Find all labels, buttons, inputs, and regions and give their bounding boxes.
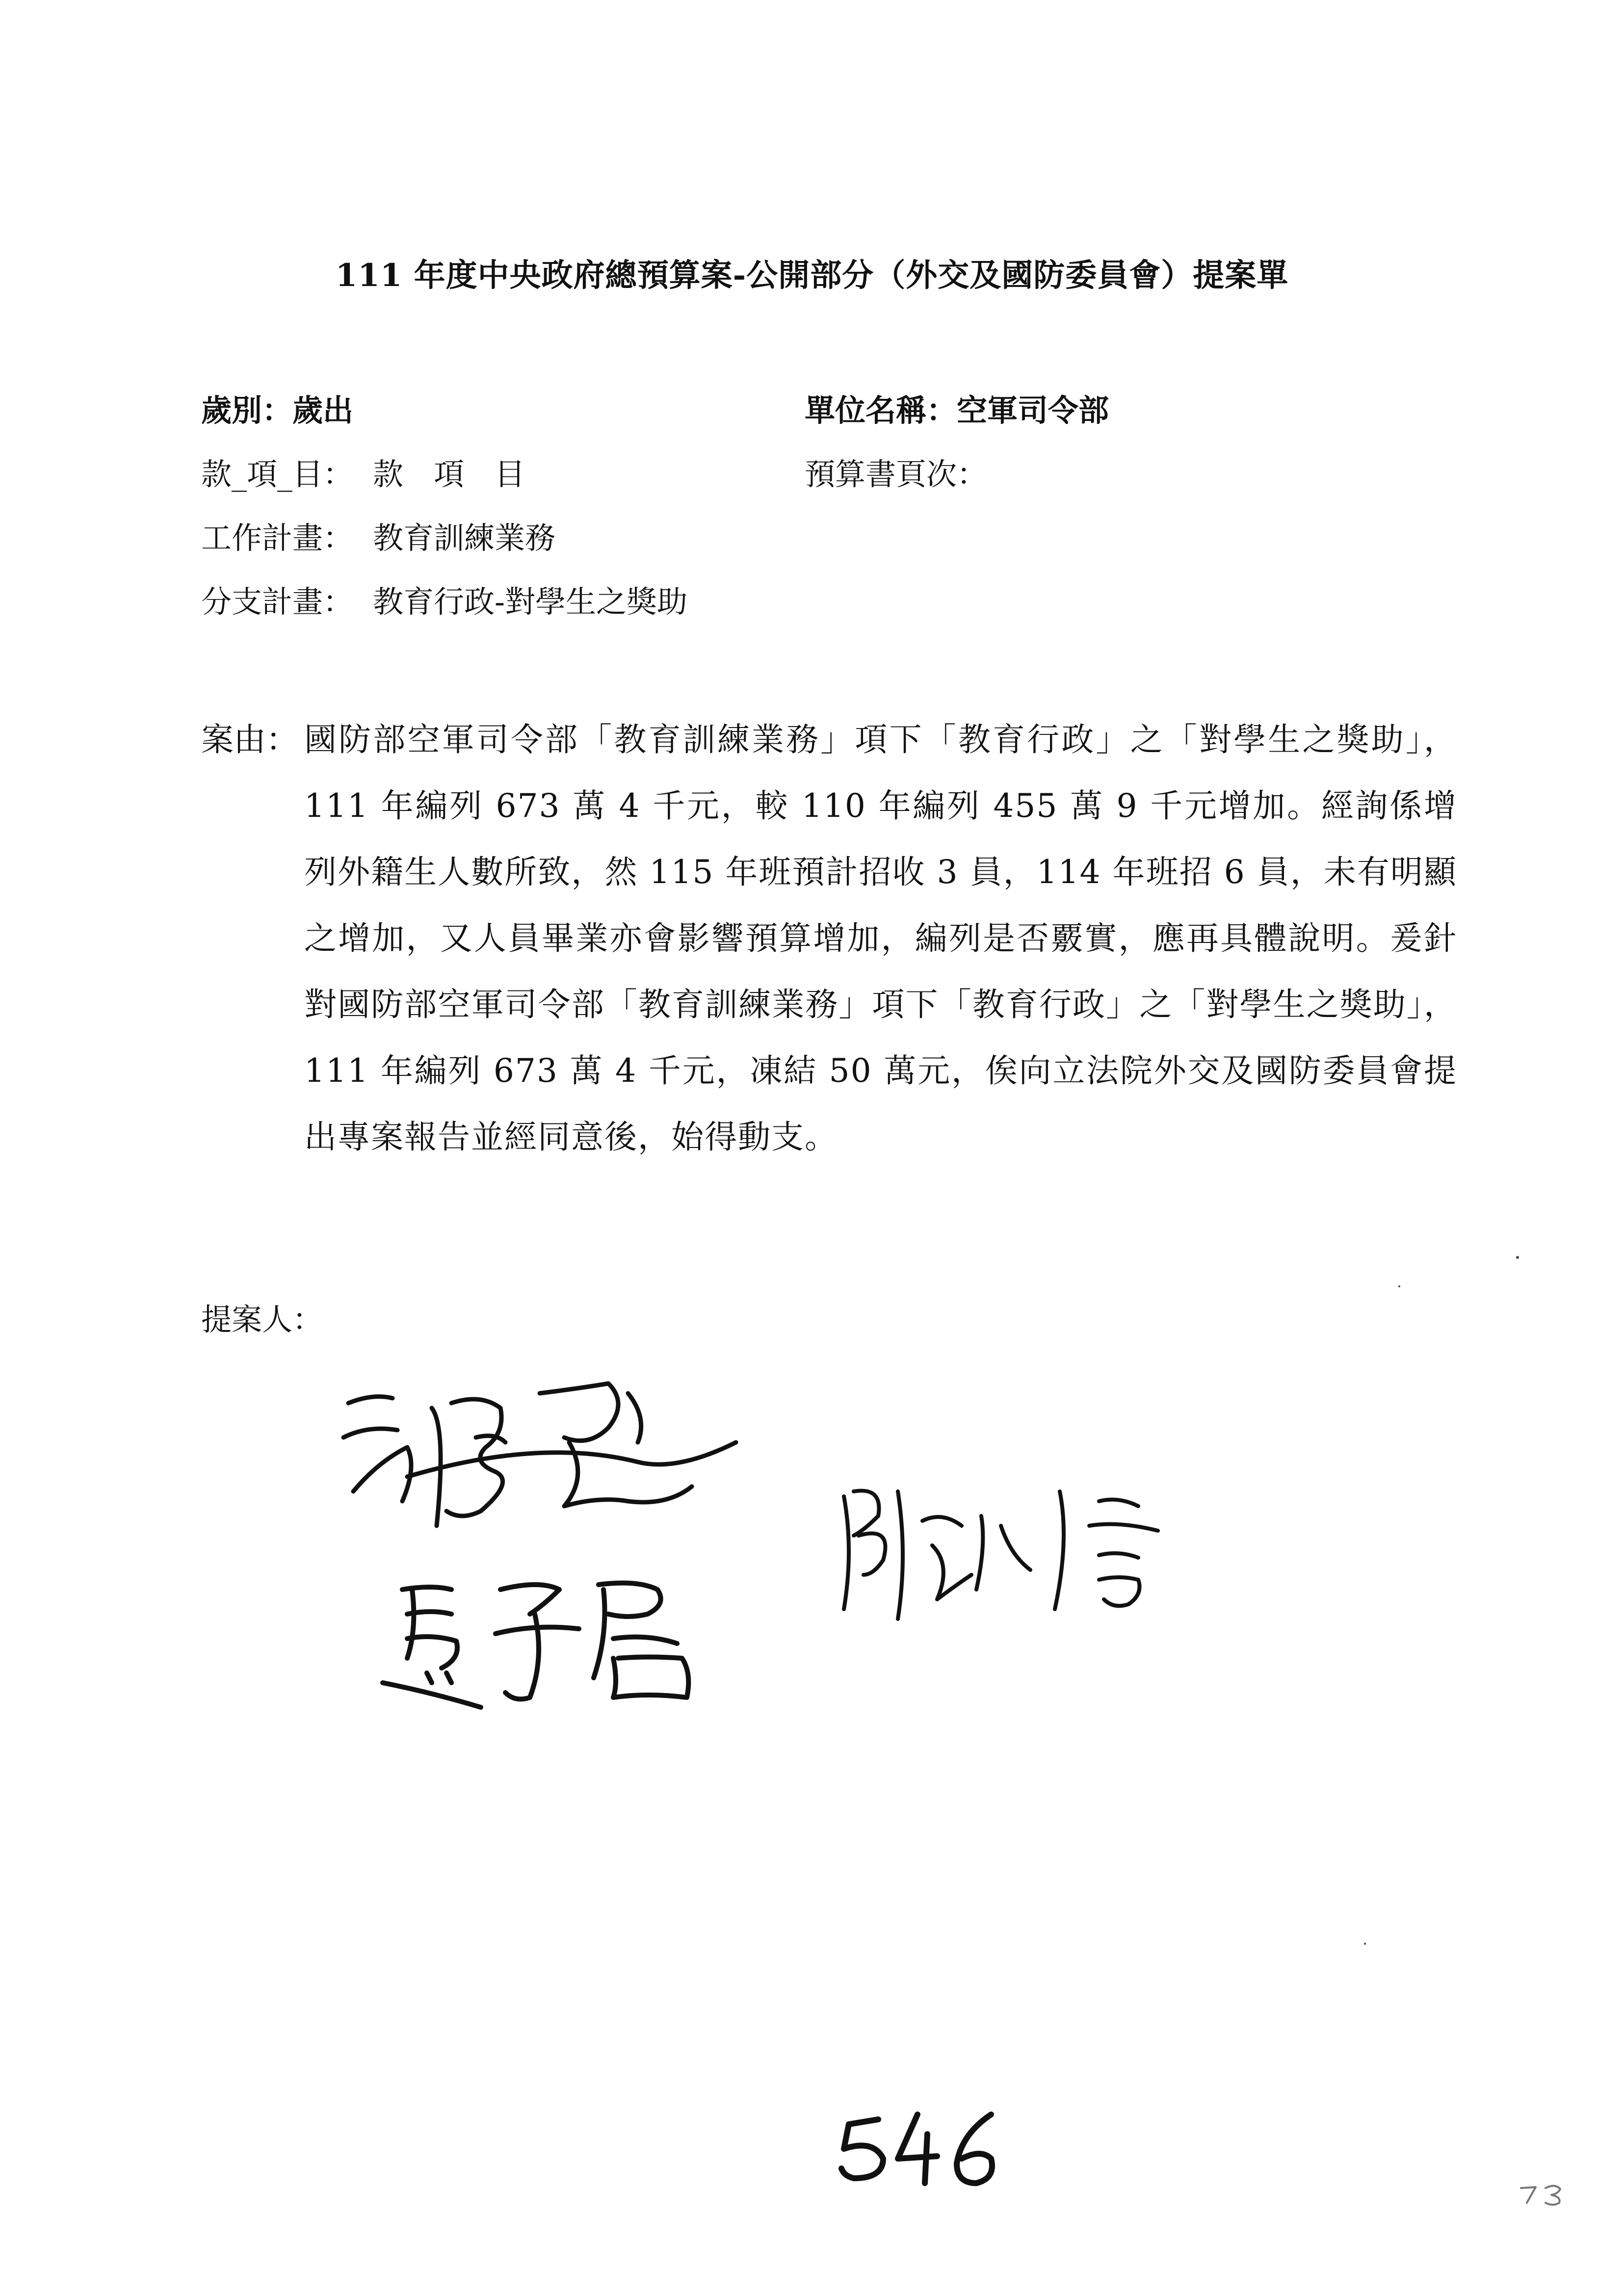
handwritten-signature-2 xyxy=(824,1462,1197,1629)
work-plan-value: 教育訓練業務 xyxy=(373,520,556,556)
reason-text: 國防部空軍司令部「教育訓練業務」項下「教育行政」之「對學生之獎助」，111 年編列 673 萬 4 千元，較 110 年編列 455 萬 9 千元增加。經詢係增列外籍生人數所致，然 115 年班預計招收 3 員，114 年班招 6 員，未有明顯之增加，又人員畢業亦會影響預算增加，編列是否覈實，應再具體說明。爰針對國防部空軍司令部「教育訓練業務」項下「教育行政」之「對學生之獎助」，111 年編列 673 萬 4 千元，凍結 50 萬元，俟向立法院外交及國防委員會提出專案報告並經同意後，始得動支。 xyxy=(304,721,1457,1156)
signature-2-graphic xyxy=(824,1462,1197,1629)
category-field xyxy=(201,392,353,429)
item-label: 款_項_目： xyxy=(201,456,354,492)
work-plan-label: 工作計畫： xyxy=(201,520,354,556)
reason-label: 案由： xyxy=(201,721,298,758)
handwritten-signature-3 xyxy=(373,1560,726,1717)
unit-label: 單位名稱： xyxy=(805,392,957,428)
handwritten-page-number xyxy=(834,2105,1011,2195)
budget-page-field xyxy=(805,456,987,493)
scan-speck xyxy=(1516,1256,1519,1259)
item-field xyxy=(201,456,525,493)
sub-plan-field xyxy=(201,584,687,620)
document-title: 111 年度中央政府總預算案-公開部分（外交及國防委員會）提案單 xyxy=(335,257,1289,294)
proposer-label: 提案人： xyxy=(201,1302,323,1337)
work-plan-field xyxy=(201,520,555,556)
corner-mark-graphic xyxy=(1516,2178,1570,2208)
unit-field xyxy=(805,392,1109,429)
reason-section xyxy=(201,706,1457,1170)
page-number-graphic xyxy=(834,2105,1011,2193)
sub-plan-value: 教育行政-對學生之獎助 xyxy=(373,584,687,620)
category-label: 歲別： xyxy=(201,392,293,428)
scan-speck xyxy=(1398,1285,1400,1287)
handwritten-signature-1 xyxy=(334,1364,775,1550)
signature-1-graphic xyxy=(334,1364,775,1550)
sub-plan-label: 分支計畫： xyxy=(201,584,354,620)
category-value: 歲出 xyxy=(292,392,354,428)
corner-mark xyxy=(1516,2178,1570,2210)
budget-page-label: 預算書頁次： xyxy=(805,456,988,492)
item-value: 款 項 目 xyxy=(373,456,525,492)
signature-3-graphic xyxy=(373,1560,726,1717)
unit-value: 空軍司令部 xyxy=(957,392,1109,428)
scan-speck xyxy=(1364,1943,1366,1945)
